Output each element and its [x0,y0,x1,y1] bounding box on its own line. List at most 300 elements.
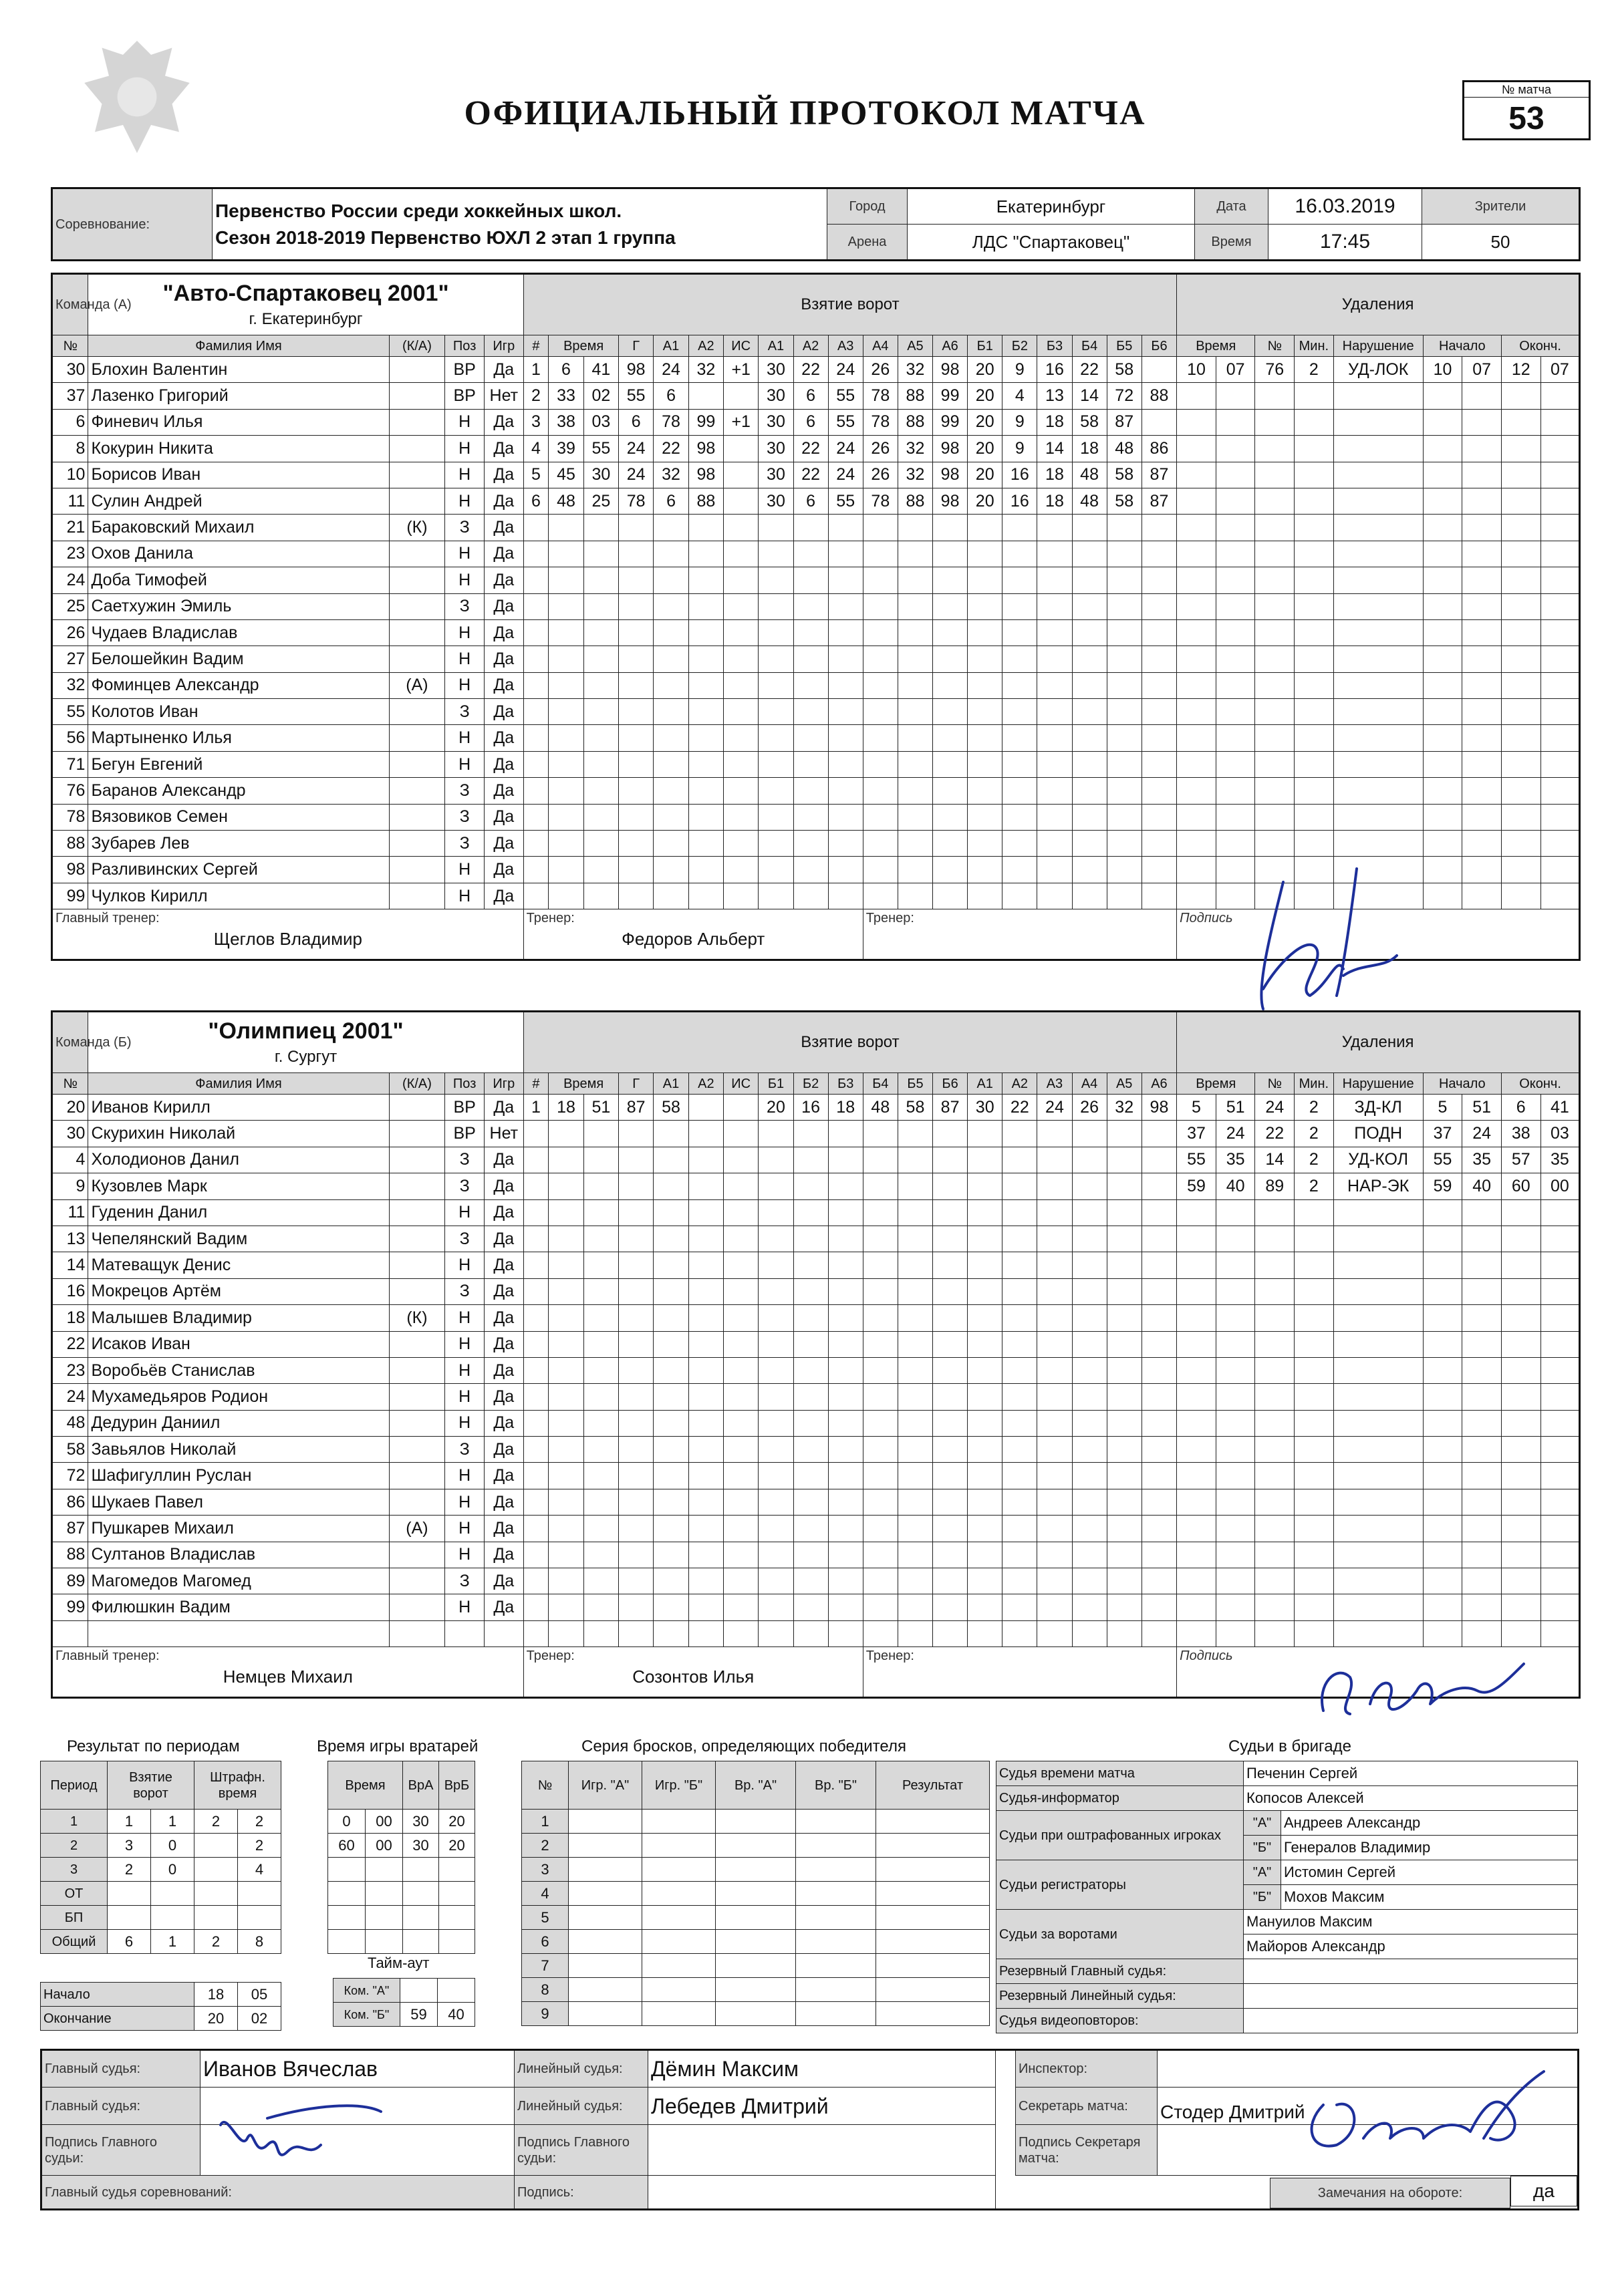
table-row [522,1858,990,1882]
player-number: 99 [52,883,88,909]
goal-cell [688,1568,723,1594]
goal-cell [688,1463,723,1489]
period-pen-a: 2 [194,1930,238,1954]
start-hour: 18 [194,1983,238,2007]
penalty-cell [1255,1437,1295,1463]
penalty-cell [1333,593,1423,619]
goal-cell [1072,1620,1107,1646]
goal-cell [759,567,793,593]
player-position: Н [445,883,485,909]
b-col-goal-16: А5 [1107,1073,1142,1095]
goal-cell [933,1516,968,1542]
a-col-goal-10: А5 [898,335,932,357]
goal-cell [1037,725,1072,751]
player-captain [389,1121,445,1147]
goal-cell [619,778,654,804]
goal-cell [968,1226,1002,1252]
sign-main2-cell [648,2125,996,2176]
shootout-row-no: 8 [522,1978,569,2002]
penalty-cell [1462,462,1502,488]
goal-cell [793,1489,828,1515]
penalty-cell [1255,1278,1295,1304]
goal-cell [549,831,583,857]
goal-cell [1002,593,1037,619]
a-coach2-cell [863,909,1176,960]
goalie-col-a: ВрА [403,1761,439,1810]
start-end-table [40,1982,281,2031]
goal-cell: 88 [898,383,932,409]
player-position: Н [445,488,485,514]
referee-name [1244,1959,1578,1984]
referee-role: Судья времени матча [996,1761,1244,1786]
shootout-cell [642,1882,716,1906]
goal-cell [549,1173,583,1199]
player-captain [389,1147,445,1173]
penalty-cell [1177,619,1216,645]
goal-cell [724,699,759,725]
penalty-cell [1423,409,1462,435]
player-captain [389,1620,445,1646]
penalty-cell [1177,1410,1216,1436]
goal-cell [583,857,618,883]
goal-cell [654,1437,688,1463]
goal-cell: 25 [583,488,618,514]
penalty-cell [1255,462,1295,488]
goal-cell [1002,778,1037,804]
player-name: Охов Данила [88,541,389,567]
penalty-cell [1295,1594,1334,1620]
goal-cell [1107,804,1142,830]
goal-cell [688,1542,723,1568]
a-team-name-cell [88,274,523,335]
player-number: 24 [52,567,88,593]
player-number: 25 [52,593,88,619]
goal-cell [898,619,932,645]
goal-cell [654,593,688,619]
goal-cell [724,1305,759,1331]
penalty-cell [1216,1199,1255,1226]
penalty-cell [1501,751,1540,777]
b-col-pen-time: Время [1177,1073,1255,1095]
goal-cell [898,1331,932,1357]
goal-cell [523,1489,549,1515]
goal-cell [688,619,723,645]
goal-cell [1037,751,1072,777]
goal-cell [863,883,898,909]
goal-cell [583,751,618,777]
city-value: Екатеринбург [908,188,1195,225]
goal-cell [1037,1331,1072,1357]
penalty-cell: 03 [1540,1121,1580,1147]
penalty-cell [1177,804,1216,830]
penalty-cell [1540,1463,1580,1489]
a-col-goal-12: Б1 [968,335,1002,357]
period-goals-a: 6 [108,1930,151,1954]
penalty-cell [1423,436,1462,462]
penalty-cell [1295,751,1334,777]
penalty-cell [1295,1278,1334,1304]
table-row [328,1810,475,1834]
penalty-cell [1462,1594,1502,1620]
goal-cell [968,672,1002,698]
goal-cell [828,1226,863,1252]
goal-cell [583,1437,618,1463]
goal-cell [523,1199,549,1226]
b-head-coach-label: Главный тренер: [55,1648,160,1664]
goal-cell [863,1410,898,1436]
penalty-cell [1177,1252,1216,1278]
goal-cell [583,1173,618,1199]
team-a-signature-icon [1243,855,1417,1016]
b-col-player-0: № [52,1073,88,1095]
table-row [996,1811,1578,1836]
goal-cell [1072,1568,1107,1594]
goal-cell [1072,699,1107,725]
penalty-cell [1255,567,1295,593]
goal-cell [1037,1489,1072,1515]
goal-cell [863,1489,898,1515]
penalty-cell [1216,541,1255,567]
penalty-cell [1177,1357,1216,1383]
penalty-cell [1540,804,1580,830]
player-position: Н [445,1489,485,1515]
player-plays: Да [484,1568,523,1594]
penalty-cell [1216,1278,1255,1304]
penalty-cell [1295,1437,1334,1463]
goal-cell [1107,857,1142,883]
b-coach2-cell [863,1647,1176,1698]
player-name: Магомедов Магомед [88,1568,389,1594]
goal-cell [863,1252,898,1278]
referee-side: "А" [1244,1860,1281,1885]
penalty-cell [1295,1568,1334,1594]
a-goals-title: Взятие ворот [523,274,1177,335]
player-number: 16 [52,1278,88,1304]
spectators-value: 50 [1422,225,1580,261]
timeout-a-label: Ком. "А" [333,1979,400,2003]
goal-cell [968,1489,1002,1515]
goal-cell: 30 [759,383,793,409]
penalty-cell [1540,1516,1580,1542]
goal-cell [933,751,968,777]
penalty-cell [1333,1357,1423,1383]
goal-cell [759,883,793,909]
goal-cell [688,1620,723,1646]
end-label: Окончание [41,2007,194,2031]
goal-cell [1142,778,1176,804]
penalty-cell: 07 [1540,357,1580,383]
shootout-cell [796,1882,876,1906]
penalty-cell: 35 [1462,1147,1502,1173]
goal-cell [724,1199,759,1226]
penalty-cell [1216,751,1255,777]
player-plays: Да [484,409,523,435]
goal-cell [1107,1305,1142,1331]
penalty-cell [1462,541,1502,567]
penalty-cell [1501,1620,1540,1646]
referee-name: Мохов Максим [1281,1885,1578,1910]
goal-cell [793,1252,828,1278]
shootout-title: Серия бросков, определяющих победителя [581,1737,906,1755]
penalty-cell [1295,672,1334,698]
goal-cell [1072,1147,1107,1173]
a-team-city: г. Екатеринбург [249,310,363,328]
a-col-pen-no: № [1255,335,1295,357]
goal-cell [583,1568,618,1594]
inspector-label: Инспектор: [1016,2050,1158,2088]
goal-cell [688,1331,723,1357]
goal-cell [863,857,898,883]
table-row [52,1489,1580,1515]
goal-cell [933,1121,968,1147]
goal-cell [968,1384,1002,1410]
goal-cell [863,1542,898,1568]
goal-cell [863,541,898,567]
shootout-cell [642,1906,716,1930]
goal-cell [933,1147,968,1173]
penalty-cell [1177,646,1216,672]
player-captain [389,409,445,435]
goal-cell [654,1489,688,1515]
goal-cell [1072,804,1107,830]
penalty-cell [1423,1199,1462,1226]
goal-cell [759,1410,793,1436]
goal-cell [793,1594,828,1620]
player-position: З [445,1226,485,1252]
player-position: Н [445,1199,485,1226]
goal-cell [1002,725,1037,751]
goalie-time-title: Время игры вратарей [317,1737,479,1755]
goal-cell [759,1516,793,1542]
goal-cell [1002,1357,1037,1383]
goal-cell [549,1199,583,1226]
period-goals-a: 2 [108,1858,151,1882]
goal-cell [863,593,898,619]
goal-cell [863,619,898,645]
penalty-cell [1295,831,1334,857]
penalty-cell [1462,883,1502,909]
goal-cell [933,515,968,541]
goal-cell [968,1568,1002,1594]
goal-cell [1142,1305,1176,1331]
goal-cell [654,1226,688,1252]
player-number: 56 [52,725,88,751]
goal-cell [863,1568,898,1594]
b-col-player-3: Поз [445,1073,485,1095]
goal-cell [1107,725,1142,751]
penalty-cell [1501,725,1540,751]
player-name: Кокурин Никита [88,436,389,462]
goal-cell [968,1357,1002,1383]
goal-cell [1142,567,1176,593]
goal-cell [1107,1384,1142,1410]
table-row [52,436,1580,462]
goal-cell [654,1463,688,1489]
goal-cell [793,1173,828,1199]
penalty-cell [1540,725,1580,751]
goal-cell [933,725,968,751]
goal-cell [523,831,549,857]
a-col-goal-15: Б4 [1072,335,1107,357]
penalty-cell [1255,541,1295,567]
player-name [88,1620,389,1646]
player-plays: Да [484,541,523,567]
table-row [52,488,1580,514]
penalty-cell [1333,1568,1423,1594]
a-col-goal-9: А4 [863,335,898,357]
period-name: 1 [41,1810,108,1834]
goal-cell: 13 [1037,383,1072,409]
goal-cell [933,1437,968,1463]
player-name: Пушкарев Михаил [88,1516,389,1542]
goal-cell [549,1147,583,1173]
goal-cell [863,1594,898,1620]
penalty-cell: 10 [1423,357,1462,383]
goal-cell [583,1147,618,1173]
player-plays: Нет [484,383,523,409]
goal-cell [968,1620,1002,1646]
penalty-cell [1295,409,1334,435]
player-name: Холодионов Данил [88,1147,389,1173]
goal-cell [759,1620,793,1646]
goal-cell [1072,619,1107,645]
goal-cell [968,778,1002,804]
b-col-pen-no: № [1255,1073,1295,1095]
table-row [52,1095,1580,1121]
goal-cell [1142,1620,1176,1646]
player-name: Шукаев Павел [88,1489,389,1515]
penalty-cell [1540,1594,1580,1620]
goal-cell [688,1121,723,1147]
table-row [52,1437,1580,1463]
penalty-cell: ПОДН [1333,1121,1423,1147]
goal-cell [863,778,898,804]
penalty-cell [1255,751,1295,777]
penalty-cell [1216,1620,1255,1646]
penalty-cell [1423,1305,1462,1331]
penalty-cell [1540,1305,1580,1331]
page-title: ОФИЦИАЛЬНЫЙ ПРОТОКОЛ МАТЧА [464,94,1146,132]
player-plays: Да [484,751,523,777]
penalty-cell [1333,1226,1423,1252]
goal-cell: 20 [968,409,1002,435]
penalty-cell [1255,1594,1295,1620]
penalty-cell [1540,646,1580,672]
player-plays: Да [484,725,523,751]
goal-cell [654,567,688,593]
player-name: Султанов Владислав [88,1542,389,1568]
player-position: З [445,804,485,830]
goal-cell [793,699,828,725]
goal-cell: 20 [759,1095,793,1121]
goal-cell [549,1384,583,1410]
penalty-cell [1540,1410,1580,1436]
penalty-cell [1255,646,1295,672]
goal-cell [793,1331,828,1357]
b-head-coach-cell [52,1647,524,1698]
player-plays: Да [484,1410,523,1436]
player-name: Шафигуллин Руслан [88,1463,389,1489]
goal-cell [933,1173,968,1199]
b-col-goal-4: А2 [688,1073,723,1095]
player-captain [389,488,445,514]
goal-cell [654,1542,688,1568]
player-number: 88 [52,831,88,857]
penalty-cell [1423,488,1462,514]
goal-cell [1142,619,1176,645]
penalty-cell: 37 [1423,1121,1462,1147]
goal-cell [583,515,618,541]
team-b-table [51,1010,1581,1699]
goal-cell [898,1542,932,1568]
shootout-row-no: 6 [522,1930,569,1954]
goal-cell [1002,1252,1037,1278]
goal-cell [828,646,863,672]
goal-cell [1002,619,1037,645]
goal-cell [688,383,723,409]
goal-cell [1142,409,1176,435]
penalty-cell [1255,1305,1295,1331]
penalty-cell [1540,1278,1580,1304]
goal-cell [968,1463,1002,1489]
goal-cell [724,1489,759,1515]
goal-cell [688,1516,723,1542]
goalie-time-cell [366,1858,403,1882]
player-name: Чепелянский Вадим [88,1226,389,1252]
goal-cell [1037,1516,1072,1542]
goal-cell [583,1226,618,1252]
goal-cell [549,619,583,645]
goal-cell [654,1384,688,1410]
goal-cell [654,831,688,857]
goal-cell [523,1278,549,1304]
goal-cell [523,619,549,645]
b-col-goal-7: Б2 [793,1073,828,1095]
goal-cell [1107,672,1142,698]
goal-cell [1142,1357,1176,1383]
goal-cell: 22 [793,462,828,488]
goal-cell [583,646,618,672]
end-min: 02 [238,2007,281,2031]
goal-cell [688,1095,723,1121]
penalty-cell: 76 [1255,357,1295,383]
goal-cell [1107,1121,1142,1147]
date-value: 16.03.2019 [1268,188,1422,225]
goal-cell: 26 [1072,1095,1107,1121]
goal-cell: 18 [1037,488,1072,514]
shootout-row-no: 4 [522,1882,569,1906]
penalty-cell [1333,699,1423,725]
penalty-cell [1462,1226,1502,1252]
goal-cell: 30 [759,462,793,488]
penalty-cell [1462,804,1502,830]
goal-cell: 48 [863,1095,898,1121]
a-col-pen-offense: Нарушение [1333,335,1423,357]
goal-cell [1072,541,1107,567]
goal-cell [863,1620,898,1646]
shootout-col-5: Результат [876,1761,990,1810]
remarks-wrap [1016,2176,1579,2210]
penalty-cell [1501,1437,1540,1463]
player-captain [389,357,445,383]
goal-cell: 88 [898,488,932,514]
goal-cell [523,1121,549,1147]
player-position: З [445,1173,485,1199]
goal-cell [828,567,863,593]
penalty-cell [1423,1252,1462,1278]
player-position: З [445,1437,485,1463]
goal-cell [654,672,688,698]
